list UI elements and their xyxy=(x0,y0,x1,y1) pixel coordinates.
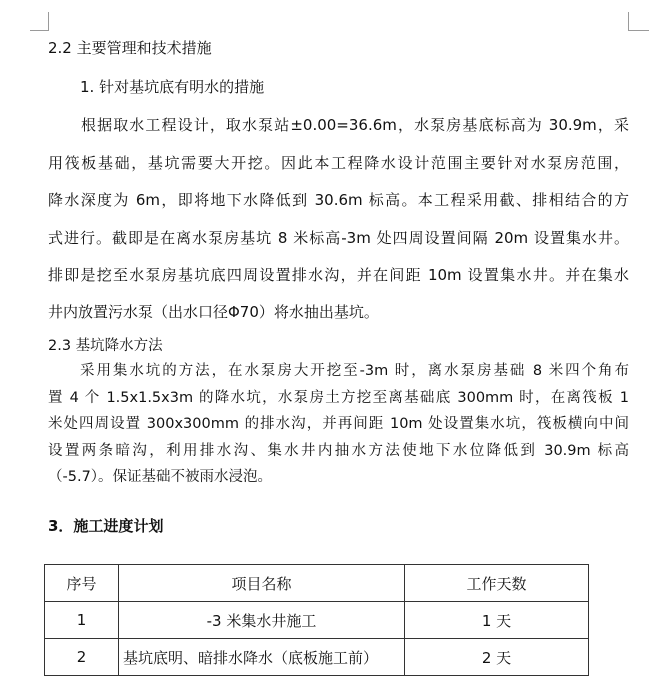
paragraph-line: 用筏板基础，基坑需要大开挖。因此本工程降水设计范围主要针对水泵房范围， xyxy=(48,154,629,172)
table-cell: 2 天 xyxy=(405,639,589,676)
paragraph-line: 米处四周设置 300x300mm 的排水沟，并再间距 10m 处设置集水坑，筏板横向中间 xyxy=(48,416,629,432)
section-3-heading: 3．施工进度计划 xyxy=(48,517,164,535)
table-cell: 基坑底明、暗排水降水（底板施工前） xyxy=(119,639,405,676)
table-header-row xyxy=(45,565,589,602)
paragraph-line: 井内放置污水泵（出水口径Φ70）将水抽出基坑。 xyxy=(48,303,379,321)
paragraph-line: 降水深度为 6m，即将地下水降低到 30.6m 标高。本工程采用截、排相结合的方 xyxy=(48,191,629,209)
paragraph-line: 采用集水坑的方法，在水泵房大开挖至-3m 时，离水泵房基础 8 米四个角布 xyxy=(80,363,629,379)
table-row xyxy=(45,639,589,676)
paragraph-line: （-5.7）。保证基础不被雨水浸泡。 xyxy=(48,469,273,485)
paragraph-line: 排即是挖至水泵房基坑底四周设置排水沟，并在间距 10m 设置集水井。并在集水 xyxy=(48,266,629,284)
table-cell: 1 xyxy=(45,602,119,639)
table-header-cell: 工作天数 xyxy=(405,565,589,602)
page-corner-mark-right xyxy=(628,12,649,31)
section-2-2-heading: 2.2 主要管理和技术措施 xyxy=(48,39,212,57)
section-2-3-heading: 2.3 基坑降水方法 xyxy=(48,338,163,354)
table-cell: 2 xyxy=(45,639,119,676)
paragraph-line: 根据取水工程设计，取水泵站±0.00=36.6m，水泵房基底标高为 30.9m，采 xyxy=(81,116,629,134)
table-cell: 1 天 xyxy=(405,602,589,639)
paragraph-line: 式进行。截即是在离水泵房基坑 8 米标高-3m 处四周设置间隔 20m 设置集水井。 xyxy=(48,229,629,247)
table-header-cell: 序号 xyxy=(45,565,119,602)
section-2-2-subheading: 1. 针对基坑底有明水的措施 xyxy=(80,78,265,96)
table-header-cell: 项目名称 xyxy=(119,565,405,602)
table-cell: -3 米集水井施工 xyxy=(119,602,405,639)
table-row xyxy=(45,602,589,639)
schedule-table xyxy=(44,564,589,676)
page-corner-mark-left xyxy=(30,12,49,31)
paragraph-line: 设置两条暗沟，利用排水沟、集水井内抽水方法使地下水位降低到 30.9m 标高 xyxy=(48,443,629,459)
paragraph-line: 置 4 个 1.5x1.5x3m 的降水坑，水泵房土方挖至离基础底 300mm 时，在离筏板 1 xyxy=(48,390,629,406)
